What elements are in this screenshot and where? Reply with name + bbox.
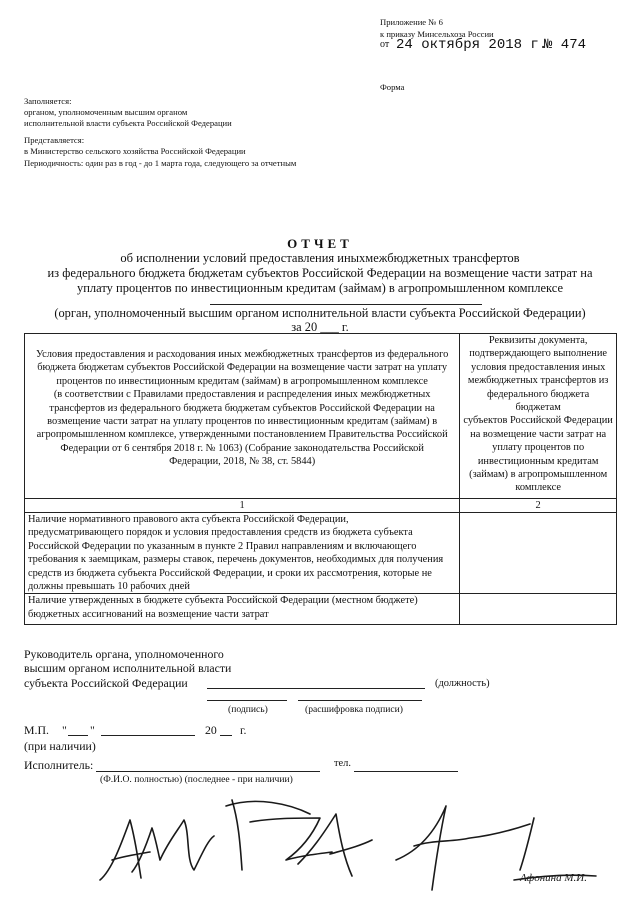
col2-header-line: Реквизиты документа, [488, 335, 588, 346]
decode-caption: (расшифровка подписи) [305, 704, 403, 715]
condition-row-legal-act-details [460, 513, 617, 594]
col1-number: 1 [25, 499, 460, 513]
col2-header-line: на возмещение части затрат на [470, 428, 607, 440]
col1-header-line: Условия предоставления и расходования иных межбюджетных трансфертов из федерального [36, 349, 449, 360]
row2-text-line: бюджетных ассигнований на возмещение части затрат [28, 608, 269, 620]
order-date: 24 октября 2018 г. [396, 37, 548, 53]
row2-text-line: Наличие утвержденных в бюджете субъекта Российской Федерации (местном бюджете) [28, 595, 418, 607]
report-heading: ОТЧЕТ [287, 236, 353, 251]
year-fill-line [220, 735, 232, 736]
position-caption: (должность) [435, 678, 490, 689]
handwritten-signatures [0, 780, 640, 905]
col2-header-line: федерального бюджета бюджетам [487, 388, 590, 414]
col2-header-line: субъектов Российской Федерации [463, 415, 613, 427]
condition-row-budget-details [460, 594, 617, 625]
date-quote-close: " [90, 723, 95, 737]
report-title-line1: об исполнении условий предоставления иныхмежбюджетных трансфертов [120, 251, 520, 265]
col2-number: 2 [460, 499, 617, 513]
report-title-line2: из федерального бюджета бюджетам субъектов Российской Федерации на возмещение части затрат на [47, 266, 593, 280]
col2-header-line: условия предоставления иных [471, 361, 606, 373]
date-quote-open: " [62, 723, 67, 737]
col2-header-line: инвестиционным кредитам [477, 455, 599, 467]
row1-text-line: средств из бюджета субъекта Российской Федерации, и сроки их рассмотрения, которые не [28, 567, 432, 579]
month-fill-line [101, 735, 195, 736]
day-fill-line [68, 735, 88, 736]
filled-by-label: Заполняется: [24, 96, 72, 106]
condition-row-budget [25, 594, 460, 625]
position-fill-line [207, 688, 425, 689]
col1-header-line: агропромышленном комплексе, утвержденными постановлением Правительства Российской [36, 429, 448, 441]
col1-header-line: трансфертов из федерального бюджета бюджетам субъектов Российской Федерации на [49, 402, 435, 414]
executor-label: Исполнитель: [24, 758, 94, 772]
phone-label: тел. [334, 758, 351, 769]
col2-header-line: (займам) в агропромышленном [469, 469, 608, 481]
order-reference: к приказу Минсельхоза России [380, 29, 494, 39]
signatory-line3: субъекта Российской Федерации [24, 676, 188, 690]
row1-text-line: должны превышать 10 рабочих дней [28, 581, 190, 593]
row1-text-line: требования к заемщикам, размеры ставок, перечень документов, необходимых для получения [28, 554, 444, 566]
row1-text-line: Наличие нормативного правового акта субъекта Российской Федерации, [28, 514, 349, 525]
sign-caption: (подпись) [228, 704, 268, 715]
signatory-line1: Руководитель органа, уполномоченного [24, 647, 224, 661]
stamp-place: М.П. [24, 723, 49, 737]
report-period: за 20 ___ г. [291, 320, 349, 334]
handwritten-name-stamp: Афонина М.И. [520, 872, 587, 884]
col1-header [25, 334, 460, 499]
fio-caption: (Ф.И.О. полностью) (последнее - при наличии) [100, 774, 293, 785]
col1-header-line: бюджета бюджетам субъектов Российской Федерации на возмещение части затрат на уплату [37, 362, 448, 374]
condition-row-legal-act [25, 513, 460, 594]
sign-fill-line [207, 700, 287, 701]
col2-header [460, 334, 617, 499]
submitted-to: в Министерство сельского хозяйства Российской Федерации [24, 146, 246, 156]
authority-fill-line [210, 304, 482, 305]
report-title-line3: уплату процентов по инвестиционным кредитам (займам) в агропромышленном комплексе [76, 281, 564, 295]
signature-scribble-4 [514, 818, 596, 880]
col2-header-line: комплексе [515, 482, 561, 494]
submitted-label: Представляется: [24, 135, 85, 145]
signatory-line2: высшим органом исполнительной власти [24, 661, 232, 675]
order-from: от [380, 39, 390, 50]
executor-fill-line [96, 771, 320, 772]
filled-by-line2: исполнительной власти субъекта Российской Федерации [24, 118, 232, 128]
conditions-table [24, 333, 617, 625]
form-label: Форма [380, 82, 405, 92]
col2-header-line: подтверждающего выполнение [469, 348, 608, 360]
row1-text-line: предусматривающего порядок и условия предоставления средств из бюджета субъекта [28, 527, 413, 539]
periodicity: Периодичность: один раз в год - до 1 марта года, следующего за отчетным [24, 158, 297, 168]
row1-text-line: Российской Федерации по указанным в пункте 2 Правил направлениям и включающего [28, 540, 417, 552]
col1-header-line: Федерации, 2018, № 38, ст. 5844) [169, 456, 316, 468]
signature-scribble-1 [100, 820, 214, 880]
if-any-note: (при наличии) [24, 739, 96, 753]
col1-header-line: (в соответствии с Правилами предоставления и распределения иных межбюджетных [53, 389, 431, 401]
col1-header-line: возмещение части затрат на уплату процентов по инвестиционным кредитам (займам) в [47, 416, 438, 428]
filled-by-line1: органом, уполномоченным высшим органом [24, 107, 188, 117]
year-suffix: г. [240, 723, 247, 737]
year-prefix: 20 [205, 723, 217, 737]
signature-scribble-2 [226, 800, 372, 876]
order-number: № 474 [544, 37, 587, 53]
appendix-label: Приложение № 6 [380, 17, 443, 27]
phone-fill-line [354, 771, 458, 772]
col1-header-line: Федерации от 6 сентября 2018 г. № 1063) (Собрание законодательства Российской [60, 442, 424, 454]
col2-header-line: уплату процентов по [492, 442, 585, 454]
signature-scribble-3 [396, 806, 530, 890]
col1-header-line: процентов по инвестиционным кредитам (займам) в агропромышленном комплексе [56, 375, 428, 387]
col2-header-line: межбюджетных трансфертов из [467, 375, 609, 387]
decode-fill-line [298, 700, 422, 701]
authority-caption: (орган, уполномоченный высшим органом исполнительной власти субъекта Российской Федерации) [54, 306, 586, 320]
